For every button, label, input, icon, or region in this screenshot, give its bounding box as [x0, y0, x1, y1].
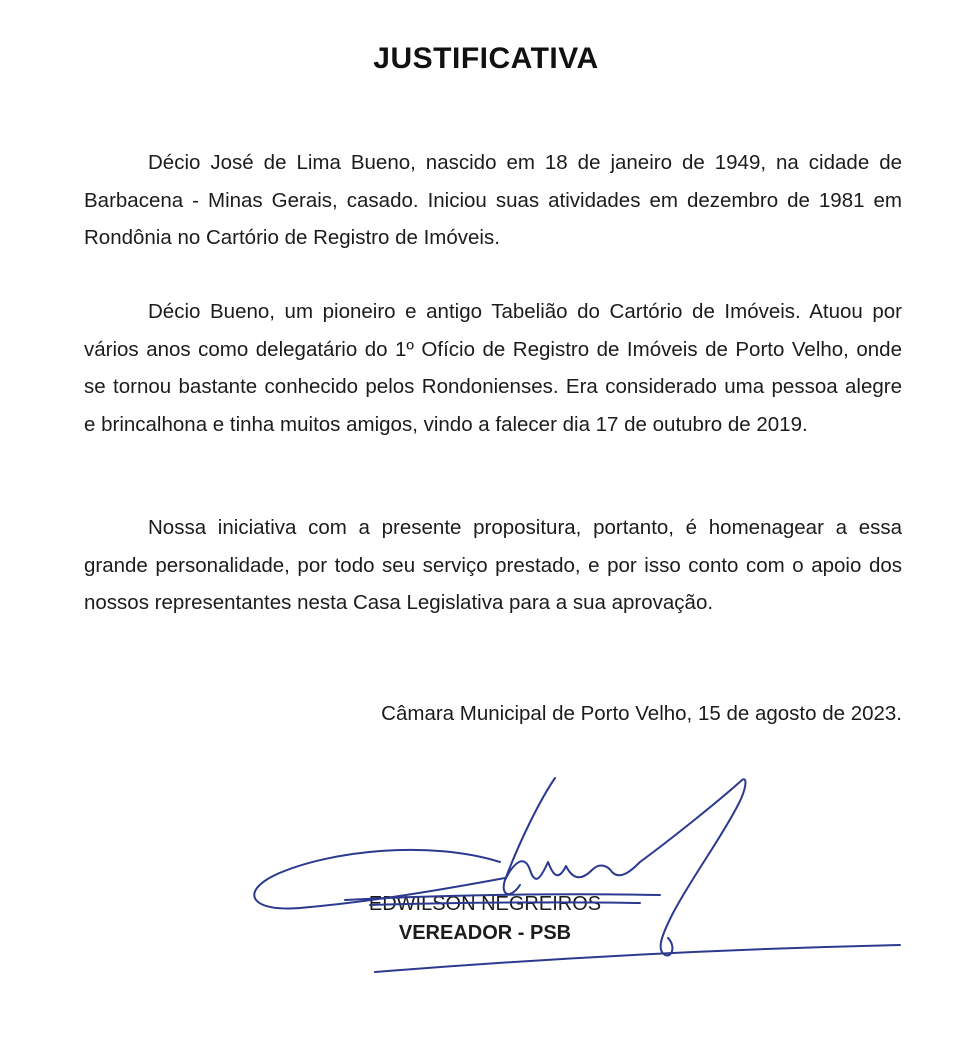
paragraph-career: Décio Bueno, um pioneiro e antigo Tabelião do Cartório de Imóveis. Atuou por vários anos como delegatário do 1º Ofício de Registro de Imóveis de Porto Velho, onde se tornou bastante conhecido pelos Rondonienses. Era considerado uma pessoa alegre e brincalhona e tinha muitos amigos, vindo a falecer dia 17 de outubro de 2019.	[84, 300, 902, 436]
document-title: JUSTIFICATIVA	[373, 42, 599, 75]
signatory-role: VEREADOR - PSB	[398, 922, 572, 944]
signature-block	[330, 890, 640, 948]
closing-place-date: Câmara Municipal de Porto Velho, 15 de agosto de 2023.	[381, 702, 902, 725]
signatory-name: EDWILSON NEGREIROS	[368, 893, 602, 915]
paragraph-biography: Décio José de Lima Bueno, nascido em 18 de janeiro de 1949, na cidade de Barbacena - Minas Gerais, casado. Iniciou suas atividades em dezembro de 1981 em Rondônia no Cartório de Registro de Imóveis.	[84, 151, 902, 249]
paragraph-purpose: Nossa iniciativa com a presente propositura, portanto, é homenagear a essa grande personalidade, por todo seu serviço prestado, e por isso conto com o apoio dos nossos representantes nesta Casa Legislativa para a sua aprovação.	[84, 516, 902, 614]
